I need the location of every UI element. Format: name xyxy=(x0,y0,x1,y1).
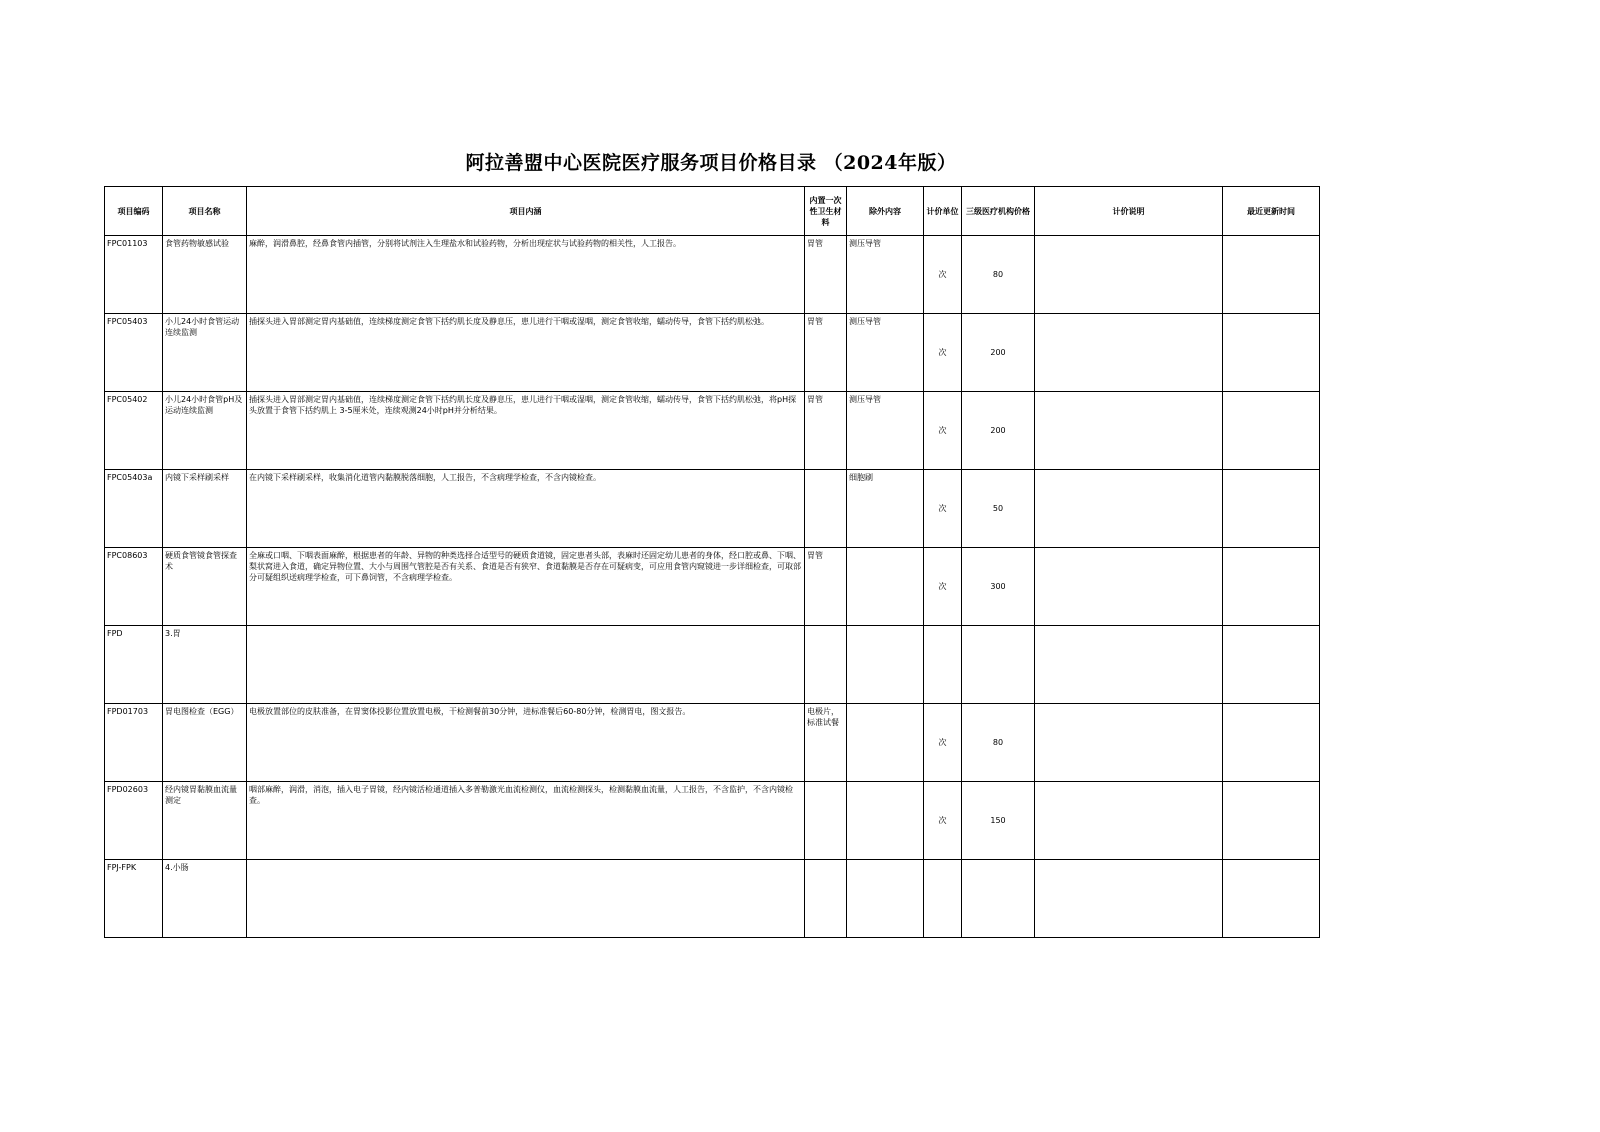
cell-content xyxy=(247,626,805,704)
cell-name: 胃电图检查（EGG） xyxy=(163,704,247,782)
cell-excluded xyxy=(847,860,924,938)
cell-materials: 胃管 xyxy=(805,548,847,626)
cell-materials: 胃管 xyxy=(805,314,847,392)
cell-unit: 次 xyxy=(924,392,962,470)
page-title: 阿拉善盟中心医院医疗服务项目价格目录 （2024年版） xyxy=(465,152,957,174)
cell-unit: 次 xyxy=(924,314,962,392)
cell-updated xyxy=(1223,314,1320,392)
cell-excluded: 细胞刷 xyxy=(847,470,924,548)
cell-materials: 胃管 xyxy=(805,392,847,470)
cell-name: 3.胃 xyxy=(163,626,247,704)
cell-materials: 胃管 xyxy=(805,236,847,314)
cell-unit: 次 xyxy=(924,236,962,314)
cell-content: 电极放置部位的皮肤准备，在胃窦体投影位置放置电极，干检测餐前30分钟，进标准餐后60-80分钟，检测胃电，图文报告。 xyxy=(247,704,805,782)
cell-unit xyxy=(924,860,962,938)
cell-price: 150 xyxy=(962,782,1035,860)
cell-updated xyxy=(1223,548,1320,626)
cell-price: 80 xyxy=(962,236,1035,314)
cell-updated xyxy=(1223,626,1320,704)
cell-excluded: 测压导管 xyxy=(847,314,924,392)
column-header-materials: 内置一次性卫生材料 xyxy=(805,187,847,236)
cell-name: 4.小肠 xyxy=(163,860,247,938)
cell-updated xyxy=(1223,470,1320,548)
column-header-excluded: 除外内容 xyxy=(847,187,924,236)
cell-content: 插探头进入胃部测定胃内基础值，连续梯度测定食管下括约肌长度及静息压，患儿进行干咽或湿咽，测定食管收缩，蠕动传导，食管下括约肌松弛，将pH探头放置于食管下括约肌上 3-5厘米处，连续观测24小时pH并分析结果。 xyxy=(247,392,805,470)
cell-code: FPD02603 xyxy=(105,782,163,860)
cell-pricing-note xyxy=(1035,548,1223,626)
cell-updated xyxy=(1223,236,1320,314)
cell-price xyxy=(962,626,1035,704)
cell-pricing-note xyxy=(1035,782,1223,860)
table-row xyxy=(105,626,1320,704)
cell-content: 插探头进入胃部测定胃内基础值，连续梯度测定食管下括约肌长度及静息压，患儿进行干咽或湿咽，测定食管收缩，蠕动传导，食管下括约肌松弛。 xyxy=(247,314,805,392)
cell-name: 小儿24小时食管pH及运动连续监测 xyxy=(163,392,247,470)
cell-name: 食管药物敏感试验 xyxy=(163,236,247,314)
cell-name: 内镜下采样刷采样 xyxy=(163,470,247,548)
cell-content: 咽部麻醉，润滑，消泡，插入电子胃镜，经内镜活检通道插入多普勒激光血流检测仪，血流检测探头，检测黏膜血流量，人工报告，不含监护，不含内镜检查。 xyxy=(247,782,805,860)
cell-unit: 次 xyxy=(924,704,962,782)
cell-excluded: 测压导管 xyxy=(847,392,924,470)
column-header-pricing-note: 计价说明 xyxy=(1035,187,1223,236)
table-row xyxy=(105,236,1320,314)
cell-code: FPC01103 xyxy=(105,236,163,314)
table-row xyxy=(105,470,1320,548)
cell-pricing-note xyxy=(1035,392,1223,470)
table-row xyxy=(105,782,1320,860)
cell-pricing-note xyxy=(1035,470,1223,548)
cell-code: FPJ-FPK xyxy=(105,860,163,938)
cell-excluded xyxy=(847,548,924,626)
table-row xyxy=(105,392,1320,470)
cell-code: FPC05402 xyxy=(105,392,163,470)
table-row xyxy=(105,314,1320,392)
table-row xyxy=(105,860,1320,938)
cell-code: FPD01703 xyxy=(105,704,163,782)
cell-price: 300 xyxy=(962,548,1035,626)
cell-excluded xyxy=(847,704,924,782)
cell-unit: 次 xyxy=(924,548,962,626)
cell-pricing-note xyxy=(1035,704,1223,782)
cell-materials xyxy=(805,626,847,704)
cell-materials xyxy=(805,860,847,938)
cell-materials xyxy=(805,782,847,860)
cell-pricing-note xyxy=(1035,236,1223,314)
cell-unit: 次 xyxy=(924,470,962,548)
cell-excluded xyxy=(847,626,924,704)
cell-price xyxy=(962,860,1035,938)
cell-code: FPC05403a xyxy=(105,470,163,548)
cell-code: FPC05403 xyxy=(105,314,163,392)
cell-price: 200 xyxy=(962,314,1035,392)
column-header-price: 三级医疗机构价格 xyxy=(962,187,1035,236)
cell-unit xyxy=(924,626,962,704)
table-header-row xyxy=(105,187,1320,236)
cell-updated xyxy=(1223,782,1320,860)
cell-updated xyxy=(1223,704,1320,782)
cell-content: 在内镜下采样刷采样，收集消化道管内黏膜脱落细胞，人工报告，不含病理学检查，不含内镜检查。 xyxy=(247,470,805,548)
cell-name: 小儿24小时食管运动连续监测 xyxy=(163,314,247,392)
cell-code: FPC08603 xyxy=(105,548,163,626)
cell-name: 硬质食管镜食管探查术 xyxy=(163,548,247,626)
cell-excluded: 测压导管 xyxy=(847,236,924,314)
column-header-updated: 最近更新时间 xyxy=(1223,187,1320,236)
cell-price: 200 xyxy=(962,392,1035,470)
cell-name: 经内镜胃黏膜血流量测定 xyxy=(163,782,247,860)
cell-pricing-note xyxy=(1035,860,1223,938)
cell-content: 麻醉，润滑鼻腔，经鼻食管内插管，分别将试剂注入生理盐水和试验药物，分析出现症状与试验药物的相关性，人工报告。 xyxy=(247,236,805,314)
table-row xyxy=(105,548,1320,626)
cell-updated xyxy=(1223,860,1320,938)
cell-price: 50 xyxy=(962,470,1035,548)
column-header-unit: 计价单位 xyxy=(924,187,962,236)
cell-code: FPD xyxy=(105,626,163,704)
table-row xyxy=(105,704,1320,782)
cell-materials: 电极片，标准试餐 xyxy=(805,704,847,782)
column-header-name: 项目名称 xyxy=(163,187,247,236)
cell-updated xyxy=(1223,392,1320,470)
cell-pricing-note xyxy=(1035,626,1223,704)
column-header-code: 项目编码 xyxy=(105,187,163,236)
cell-content xyxy=(247,860,805,938)
cell-excluded xyxy=(847,782,924,860)
column-header-content: 项目内涵 xyxy=(247,187,805,236)
cell-materials xyxy=(805,470,847,548)
cell-unit: 次 xyxy=(924,782,962,860)
price-table xyxy=(104,186,1320,938)
cell-price: 80 xyxy=(962,704,1035,782)
cell-content: 全麻或口咽、下咽表面麻醉，根据患者的年龄、异物的种类选择合适型号的硬质食道镜，固定患者头部，表麻时还固定幼儿患者的身体，经口腔或鼻、下咽、梨状窝进入食道，确定异物位置、大小与周围气管腔是否有关系、食道是否有狭窄、食道黏膜是否存在可疑病变，可应用食管内窥镜进一步详细检查，可取部分可疑组织送病理学检查，可下鼻饲管，不含病理学检查。 xyxy=(247,548,805,626)
cell-pricing-note xyxy=(1035,314,1223,392)
